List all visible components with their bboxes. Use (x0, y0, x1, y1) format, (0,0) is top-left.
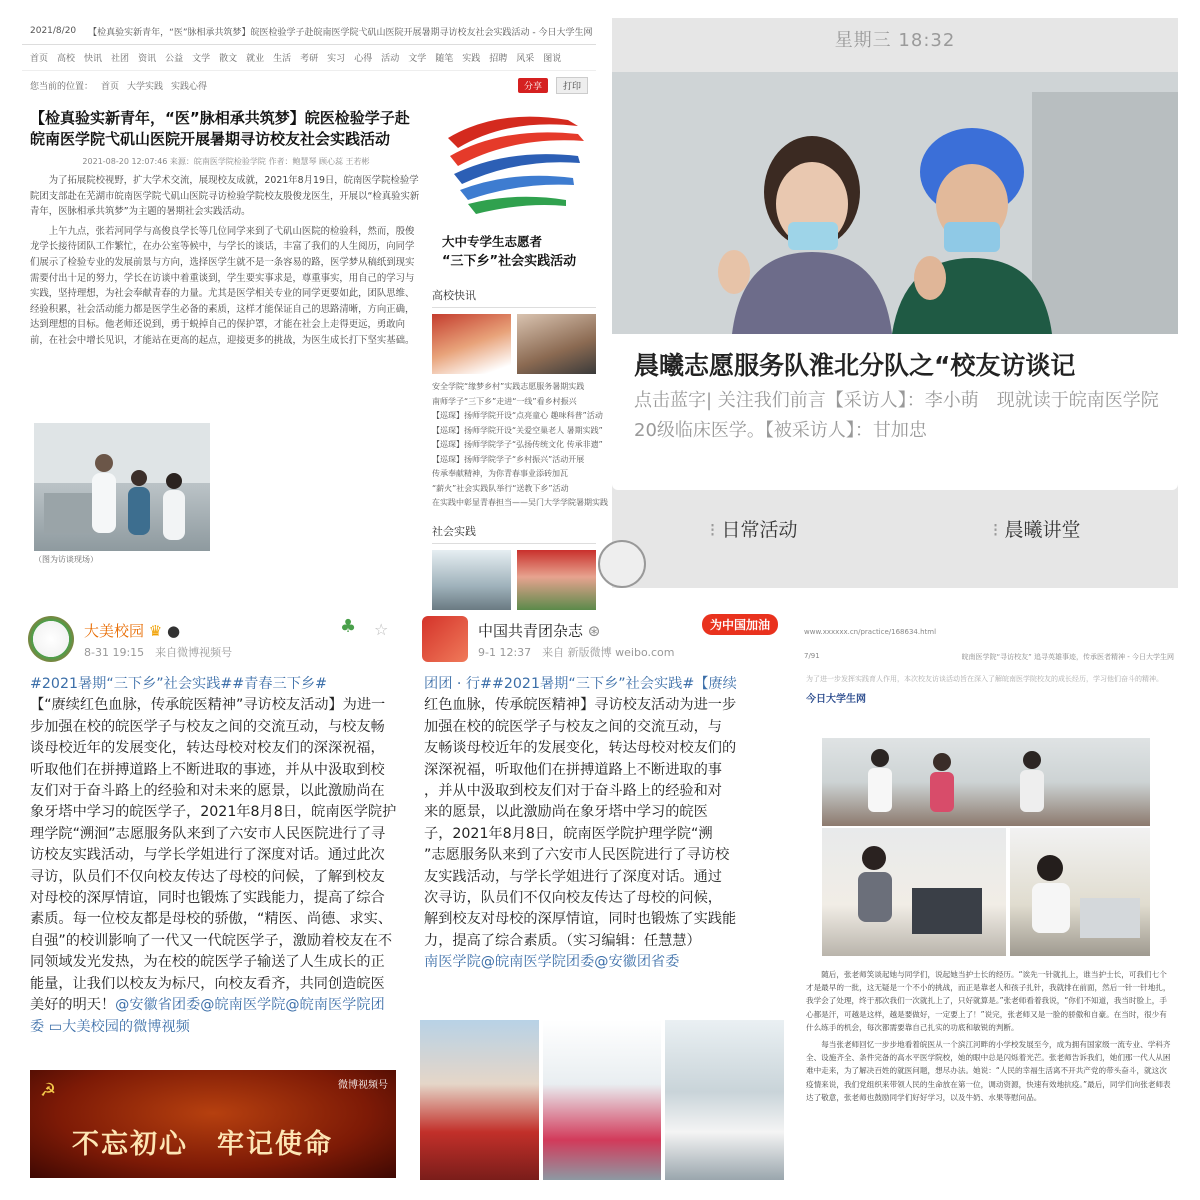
username-text: 大美校园 (84, 622, 145, 640)
article-body (30, 173, 422, 349)
video-link-icon: ▭ (48, 1018, 63, 1035)
card-title: 晨曦志愿服务队淮北分队之“校友访谈记 (634, 351, 1076, 380)
headline-item[interactable]: 【巡琛】扬师学院开设“关爱空巢老人 暑期实践” (432, 425, 603, 435)
article-photo-top (822, 738, 1150, 826)
nav-item[interactable]: 图说 (543, 54, 562, 64)
post-body: 【“赓续红色血脉，传承皖医精神”寻访校友活动】为进一步加强在校的皖医学子与校友之间的交流互动，与校友畅谈母校近年的发展变化，转达母校对校友们的深深祝福，听取他们在拼搏道路上不断进取的事迹，并从中汲取到校友们对于奋斗路上的经验和对未来的愿景，以此激励尚在象牙塔中学习的皖医学子，2021年8月8日，皖南医学院护理学院“溯洄”志愿服务队来到了六安市人民医院进行了寻访校友实践活动，与学长学姐进行了深度对话。通过此次寻访，队员们不仅向校友传达了母校的问候，了解到校友对母校的深厚情谊，同时也锻炼了实践能力，提高了综合素质。每一位校友都是母校的骄傲，“精医、尚德、求实、自强”的校训影响了一代又一代皖医学子，激励着校友在不同领域发光发热，为在校的皖医学子输送了人生成长的正能量，让我们以校友为标尺，向校友看齐，共同创造皖医美好的明天！ (30, 697, 397, 1014)
breadcrumb-item[interactable]: 实践心得 (171, 82, 208, 92)
post-line: 加强在校的皖医学子与校友之间的交流互动，与 (424, 718, 722, 735)
video-thumbnail[interactable] (30, 1070, 396, 1178)
post-header (22, 610, 404, 672)
headline-item[interactable]: 南师学子“三下乡”走进“一线”看乡村振兴 (432, 396, 577, 406)
post-text (30, 674, 398, 1038)
news-thumbnails (428, 314, 596, 374)
breadcrumb (22, 71, 596, 100)
post-line (424, 674, 782, 695)
post-image[interactable] (420, 1020, 539, 1180)
nav-item[interactable]: 心得 (354, 54, 373, 64)
nav-item[interactable]: 考研 (300, 54, 319, 64)
menu-dot-icon: ⁝ (709, 518, 716, 541)
party-emblem-icon: ☭ (40, 1080, 57, 1101)
menu-dot-icon: ⁝ (992, 518, 999, 541)
practice-thumbnail[interactable] (432, 550, 511, 610)
print-header (804, 652, 1174, 662)
post-image-grid (420, 1020, 784, 1180)
verified-badge-icon: ♛ (148, 622, 163, 640)
article-photo-left (822, 828, 1006, 956)
nav-item[interactable]: 活动 (381, 54, 400, 64)
news-webpage-screenshot (22, 18, 608, 588)
tab-label: 晨曦讲堂 (1004, 518, 1081, 541)
section-heading-social-practice: 社会实践 (432, 523, 596, 544)
practice-thumbnails (428, 550, 596, 610)
nav-item[interactable]: 资讯 (138, 54, 157, 64)
post-image[interactable] (543, 1020, 662, 1180)
post-line: 红色血脉，传承皖医精神】寻访校友活动为进一步 (424, 697, 737, 714)
print-button[interactable]: 打印 (556, 77, 588, 94)
article-photo-right (1010, 828, 1150, 956)
breadcrumb-item[interactable]: 首页 (101, 82, 120, 92)
article-intro: 为了进一步发挥实践育人作用，本次校友访谈活动旨在深入了解皖南医学院校友的成长经历，学习他们奋斗的精神。 (806, 675, 1163, 683)
article-body (806, 968, 1174, 1108)
nav-item[interactable]: 实践 (462, 54, 481, 64)
mention-links[interactable]: @安徽省团委@皖南医学院@皖南医学院团委 (30, 997, 385, 1035)
headline-item[interactable]: “薪火”社会实践队举行“送教下乡”活动 (432, 483, 569, 493)
tab-label: 日常活动 (721, 518, 798, 541)
nav-item[interactable]: 社团 (111, 54, 130, 64)
headline-list (432, 380, 608, 511)
verified-badge-icon: ⊛ (587, 622, 601, 640)
video-slogan: 不忘初心 牢记使命 (72, 1129, 333, 1160)
nav-item[interactable]: 风采 (516, 54, 535, 64)
article-card[interactable] (612, 72, 1178, 490)
tab-daily-activities[interactable] (612, 515, 895, 542)
post-line: ”志愿服务队来到了六安市人民医院进行了寻访校 (424, 847, 730, 864)
nav-item[interactable]: 文学 (408, 54, 427, 64)
post-header (416, 610, 788, 672)
post-line: 子，2021年8月8日，皖南医学院护理学院“溯 (424, 825, 713, 842)
hashtag-link[interactable]: 团团 · 行##2021暑期“三下乡”社会实践#【赓续 (424, 676, 737, 692)
avatar[interactable] (422, 616, 468, 662)
nav-item[interactable]: 高校 (57, 54, 76, 64)
floating-circle-button[interactable] (598, 540, 646, 588)
post-username[interactable] (478, 620, 600, 641)
bottom-menu (612, 498, 1178, 558)
nav-item[interactable]: 快讯 (84, 54, 103, 64)
post-line[interactable]: 南医学院@皖南医学院团委@安徽团省委 (424, 954, 680, 971)
hashtag-link[interactable]: #2021暑期“三下乡”社会实践##青春三下乡# (30, 676, 327, 692)
article-paragraph: 上午九点，张若河同学与高俊良学长等几位同学来到了弋矶山医院的检验科，然而，殷俊龙学长接待团队工作繁忙，在办公室等候中，与学长的谈话，丰富了我们的人生阅历，向同学们展示了检验专业的发展前景与方向，选择医学生就不是一条容易的路，医学梦从稿纸到现实需要付出十足的努力，学长在访谈中着重谈到，学生要实事求是，尊重事实，用自己的学习与实践，坚持理想，为社会奉献青春的力量。尤其是医学相关专业的同学更要如此，团队思维、经验积累，社会活动能力都是医学生必备的素质，这样才能保证自己的思路清晰，方向正确，达到理想的目标。他老师还说到，勇于蜕掉自己的保护罩，才能在社会上走得更远，勇敢向前，在社会中增长见识，才能站在更高的起点，迎接更多的挑战，为医生成长打下坚实基础。 (30, 225, 415, 346)
avatar[interactable] (28, 616, 74, 662)
nav-item[interactable]: 招聘 (489, 54, 508, 64)
card-photo (612, 72, 1178, 334)
interview-photo (34, 423, 210, 551)
news-thumbnail[interactable] (517, 314, 596, 374)
article-title: 【检真验实新青年，“医”脉相承共筑梦】皖医检验学子赴皖南医学院弋矶山医院开展暑期寻访校友社会实践活动 (30, 109, 410, 148)
post-line: 友畅谈母校近年的发展变化，转达母校对校友们的 (424, 740, 737, 757)
page-number: 7/91 (804, 652, 820, 660)
post-line: 深深祝福，听取他们在拼搏道路上不断进取的事 (424, 761, 722, 778)
article-paragraph: 每当张老师回忆一步步地看着皖医从一个滨江河畔的小学校发展至今，成为拥有国家级一流专业、学科齐全、设施齐全、条件完备的高水平医学院校，她的眼中总是闪烁着光芒。张老师告诉我们，她们那一代人从困难中走来，为了解决百姓的就医问题，想尽办法。她说：“人民的幸福生活离不开共产党的带头奋斗，就这次疫情来说，我们党组织来带领人民的生命放在第一位，调动资源，快速有效地抗疫。”最后，同学们向张老师表达了敬意，张老师也鼓励同学们好好学习，以及牛奶、水果等慰问品。 (806, 1040, 1171, 1102)
post-line: 解到校友对母校的深厚情谊，同时也锻炼了实践能 (424, 911, 737, 928)
cheer-badge: 为中国加油 (702, 614, 778, 635)
nav-item[interactable]: 首页 (30, 54, 49, 64)
post-meta: 9-1 12:37 来自 新版微博 weibo.com (478, 646, 675, 659)
post-text (424, 674, 782, 974)
headline-item[interactable]: 【巡琛】扬师学院学子“乡村振兴”活动开展 (432, 454, 585, 464)
print-title: 皖南医学院“寻访校友” 追寻英雄事迹，传承医者精神 - 今日大学生网 (961, 653, 1174, 661)
post-line: 来的愿景，以此激励尚在象牙塔中学习的皖医 (424, 804, 708, 821)
card-description: 点击蓝字| 关注我们前言【采访人】：李小萌 现就读于皖南医学院20级临床医学。【被采访人】：甘加忠 (634, 390, 1159, 441)
nav-item[interactable]: 文学 (192, 54, 211, 64)
post-line: ，并从中汲取到校友们对于奋斗路上的经验和对 (424, 783, 722, 800)
article-meta: 2021-08-20 12:07:46 来源：皖南医学院检验学院 作者：鲍慧琴 顾心蕊 王若彬 (82, 157, 370, 166)
nav-item[interactable]: 随笔 (435, 54, 454, 64)
headline-item[interactable]: 安全学院“缘梦乡村”实践志愿服务暑期实践 (432, 382, 585, 391)
breadcrumb-label: 您当前的位置： (30, 82, 94, 92)
site-nav (22, 45, 596, 71)
scanned-article-page (800, 610, 1178, 1182)
panda-icon: ● (167, 622, 181, 640)
nav-item[interactable]: 生活 (273, 54, 292, 64)
site-brand: 今日大学生网 (806, 694, 866, 705)
post-line: 友实践活动，与学长学姐进行了深度对话。通过 (424, 868, 722, 885)
page-url: www.xxxxxx.cn/practice/168634.html (804, 628, 937, 636)
nav-item[interactable]: 散文 (219, 54, 238, 64)
headline-item[interactable]: 传承奉献精神，为你青春事业添砖加瓦 (432, 469, 568, 478)
nav-item[interactable]: 实习 (327, 54, 346, 64)
nav-item[interactable]: 就业 (246, 54, 265, 64)
headline-item[interactable]: 【巡琛】扬师学院学子“弘扬传统文化 传承非遗” (432, 440, 603, 449)
username-text: 中国共青团杂志 (478, 622, 584, 640)
status-bar-time: 星期三 18:32 (834, 30, 956, 51)
page-date: 2021/8/20 (30, 26, 77, 36)
sidebar (428, 108, 608, 623)
headline-item[interactable]: 在实践中彰显青春担当——吴门大学学院暑期实践 (432, 498, 608, 507)
news-thumbnail[interactable] (432, 314, 511, 374)
favorite-star-icon[interactable]: ☆ (374, 620, 389, 639)
weibo-post-cyl-magazine (416, 610, 788, 1182)
sanxiaxiang-logo (428, 108, 596, 228)
post-image[interactable] (665, 1020, 784, 1180)
clover-icon: ♣ (340, 616, 357, 637)
weibo-post-damei (22, 610, 404, 1182)
share-button[interactable]: 分享 (518, 78, 548, 93)
post-line: 次寻访，队员们不仅向校友传达了母校的问候， (424, 890, 722, 907)
section-heading-campus-news: 高校快讯 (432, 287, 596, 308)
tab-chenxi-lecture[interactable] (895, 515, 1178, 542)
logo-line-1: 大中专学生志愿者 (442, 234, 543, 249)
window-title: 【检真验实新青年，“医”脉相承共筑梦】皖医检验学子赴皖南医学院弋矶山医院开展暑期寻访校友社会实践活动 - 今日大学生网 (88, 27, 593, 38)
browser-title-bar (22, 18, 596, 45)
video-brand: 微博视频号 (338, 1080, 388, 1091)
nav-item[interactable]: 公益 (165, 54, 184, 64)
article-paragraph: 为了拓展院校视野，扩大学术交流，展现校友成就，2021年8月19日，皖南医学院检验学院团支部赴在芜湖市皖南医学院弋矶山医院寻访检验学院校友殷俊龙医生，开展以“检真验实新青年，医脉相承共筑梦”为主题的暑期社会实践活动。 (30, 175, 420, 218)
post-line: 力，提高了综合素质。（实习编辑：任慧慧） (424, 932, 701, 949)
article (30, 108, 422, 353)
post-meta: 8-31 19:15 来自微博视频号 (84, 646, 233, 659)
video-link[interactable]: 大美校园的微博视频 (62, 1018, 190, 1035)
post-username[interactable] (84, 620, 180, 641)
headline-item[interactable]: 【巡琛】扬师学院开设“点亮童心 趣味科普”活动 (432, 411, 603, 420)
photo-caption: （图为访谈现场） (34, 555, 98, 564)
breadcrumb-item[interactable]: 大学实践 (127, 82, 164, 92)
logo-line-2: “三下乡”社会实践活动 (442, 254, 577, 269)
article-paragraph: 随后，张老师笑谈起她与同学们，说起她当护士长的经历。“诶先一针就扎上，谁当护士长，可我们七个才是最早的一批，这无疑是一个不小的挑战，而正是靠老人和孩子扎针，我就排在前面，然后一针一针地扎，我学会了处理，终于那次我们一次就扎上了，只好就算是。”张老师看着我说，“你们不知道，我当时脸上，手心都是汗，可越是这样，越是要做好，一定要上了！”说完，张老师又是一脸的骄傲和自豪。在当时，很少有什么练手的机会，每次都需要靠自己扎实的功底和敏锐的判断。 (806, 970, 1171, 1032)
practice-thumbnail[interactable] (517, 550, 596, 610)
phone-article-screenshot (612, 18, 1178, 588)
